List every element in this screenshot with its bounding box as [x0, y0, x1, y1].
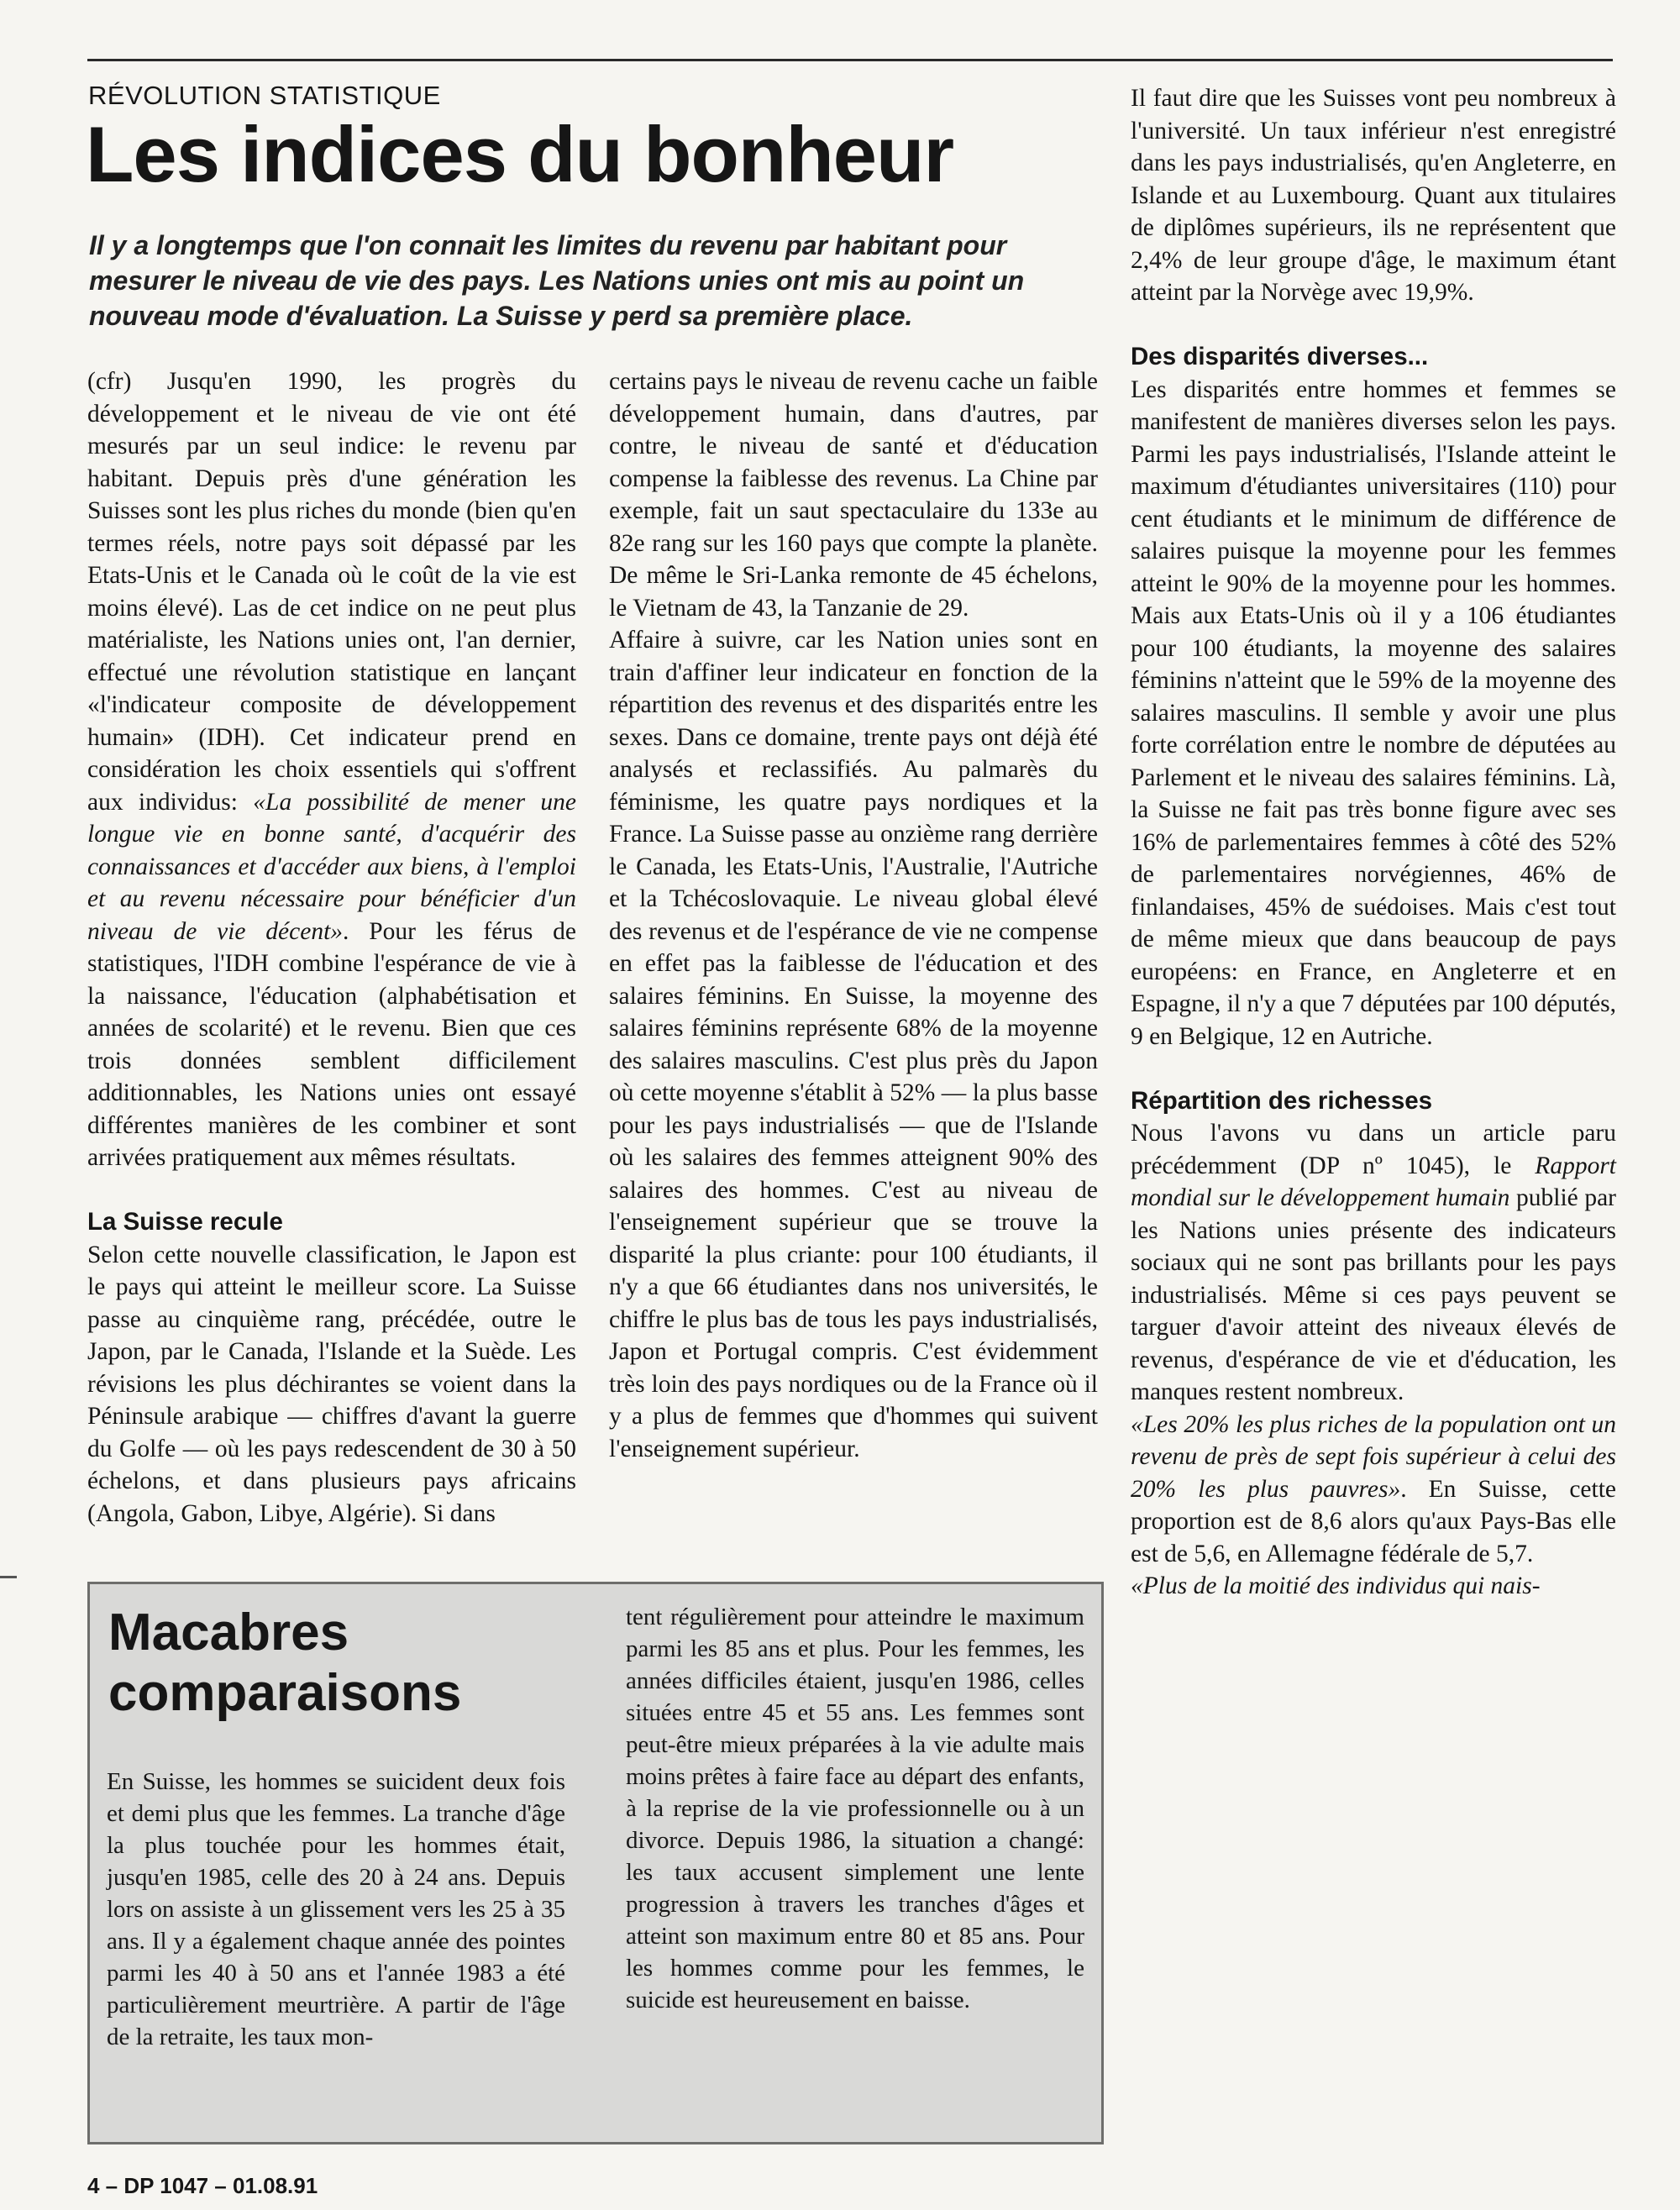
- article-title: Les indices du bonheur: [86, 110, 954, 198]
- article-column-2: [609, 365, 1098, 1465]
- paragraph-suisse-recule: Selon cette nouvelle classification, le Japon est le pays qui atteint le meilleur score. La Suisse passe au cinquième rang, précédée, outre le Japon, par le Canada, l'Islande et la Suède. Les révisions les plus déchirantes se voient dans la Péninsule arabique — chiffres d'avant la guerre du Golfe — où les pays redescendent de 30 à 50 échelons, et dans plusieurs pays africains (Angola, Gabon, Libye, Algérie). Si dans: [87, 1241, 576, 1527]
- paragraph-suisse-recule-continued: certains pays le niveau de revenu cache un faible développement humain, dans d'autres, par contre, le niveau de santé et d'éducation compense la faiblesse des revenus. La Chine par exemple, fait un saut spectaculaire du 133e au 82e rang sur les 160 pays que compte la planète. De même le Sri-Lanka remonte de 45 échelons, le Vietnam de 43, la Tanzanie de 29.: [609, 368, 1098, 622]
- article-column-1: [87, 365, 576, 1530]
- paragraph-disparites: Les disparités entre hommes et femmes se manifestent de manières diverses selon les pays. Parmi les pays industrialisés, l'Islande atteint le maximum d'étudiantes universitaires (110) pour cent étudiants et le minimum de différence de salaires puisque la moyenne pour les femmes atteint le 90% de la moyenne pour les hommes. Mais aux Etats-Unis où il y a 106 étudiantes pour 100 étudiants, la moyenne des salaires féminins n'atteint que le 59% de la moyenne des salaires masculins. Il semble y avoir une plus forte corrélation entre le nombre de députées au Parlement et le niveau des salaires féminins. Là, la Suisse ne fait pas très bonne figure avec ses 16% de parlementaires femmes à côté des 52% de parlementaires norvégiennes, 46% de finlandaises, 45% de suédoises. Mais c'est tout de même mieux que dans beaucoup de pays européens: en France, en Angleterre et en Espagne, il n'y a que 7 députées par 100 députés, 9 en Belgique, 12 en Autriche.: [1131, 375, 1616, 1050]
- subheading-disparites: Des disparités diverses...: [1131, 343, 1429, 370]
- paragraph-universite: Il faut dire que les Suisses vont peu nombreux à l'université. Un taux inférieur n'est enregistré dans les pays industrialisés, qu'en Angleterre, en Islande et au Luxembourg. Quant aux titulaires de diplômes supérieurs, ils ne représentent que 2,4% de leur groupe d'âge, le maximum étant atteint par la Norvège avec 19,9%.: [1131, 85, 1616, 306]
- sidebar-column-1: En Suisse, les hommes se suicident deux fois et demi plus que les femmes. La tranche d'âge la plus touchée pour les hommes était, jusqu'en 1985, celle des 20 à 24 ans. Depuis lors on assiste à un glissement vers les 25 à 35 ans. Il y a également chaque année des pointes parmi les 40 à 50 ans et l'année 1983 a été particulièrement meurtrière. A partir de l'âge de la retraite, les taux mon-: [107, 1768, 565, 2050]
- paragraph-20-percent: «Les 20% les plus riches de la population ont un revenu de près de sept fois supérieur à celui des 20% les plus pauvres». En Suisse, cette proportion est de 8,6 alors qu'aux Pays-Bas elle est de 5,6, en Allemagne fédérale de 5,7.: [1131, 1410, 1616, 1567]
- subheading-suisse-recule: La Suisse recule: [87, 1208, 283, 1236]
- article-column-3: [1131, 82, 1616, 1603]
- sidebar-column-2: tent régulièrement pour atteindre le maximum parmi les 85 ans et plus. Pour les femmes, les années difficiles étaient, jusqu'en 1986, celles situées entre 45 et 55 ans. Les femmes sont peut-être mieux préparées à la vie adulte mais moins prêtes à faire face au départ des enfants, à la reprise de la vie professionnelle ou à un divorce. Depuis 1986, la situation a changé: les taux accusent simplement une lente progression à travers les tranches d'âges et atteint son maximum entre 80 et 85 ans. Pour les hommes comme pour les femmes, le suicide est heureusement en baisse.: [626, 1604, 1084, 2013]
- top-rule: [87, 59, 1613, 61]
- margin-mark: [0, 1576, 17, 1578]
- page-footer: 4 – DP 1047 – 01.08.91: [87, 2173, 318, 2198]
- sidebar-title: Macabres comparaisons: [108, 1604, 462, 1722]
- article-lead: Il y a longtemps que l'on connait les limites du revenu par habitant pour mesurer le niveau de vie des pays. Les Nations unies ont mis au point un nouveau mode d'évaluation. La Suisse y perd sa première place.: [89, 230, 1025, 331]
- sidebar-box: [87, 1582, 1104, 2144]
- idh-quote: «La possibilité de mener une longue vie en bonne santé, d'acquérir des connaissances et d'accéder aux biens, à l'emploi et au revenu nécessaire pour bénéficier d'un niveau de vie décent»: [87, 788, 576, 945]
- paragraph-richesses: Nous l'avons vu dans un article paru précédemment (DP nº 1045), le Rapport mondial sur le développement humain publié par les Nations unies présente des indicateurs sociaux qui ne sont pas brillants pour les pays industrialisés. Même si ces pays peuvent se targuer d'avoir atteint des niveaux élevés de revenus, d'espérance de vie et d'éducation, les manques restent nombreux.: [1131, 1120, 1616, 1405]
- paragraph-affaire-a-suivre: Affaire à suivre, car les Nation unies sont en train d'affiner leur indicateur en fonction de la répartition des revenus et des disparités entre les sexes. Dans ce domaine, trente pays ont déjà été analysés et reclassifiés. Au palmarès du féminisme, les quatre pays nordiques et la France. La Suisse passe au onzième rang derrière le Canada, les Etats-Unis, l'Australie, l'Autriche et la Tchécoslovaquie. Le niveau global élevé des revenus et de l'espérance de vie ne compense en effet pas la faiblesse de l'éducation et des salaires féminins. En Suisse, la moyenne des salaires féminins représente 68% de la moyenne des salaires masculins. C'est plus près du Japon où cette moyenne s'établit à 52% — la plus basse pour les pays industrialisés — que de l'Islande où les salaires des femmes atteignent 90% des salaires des hommes. C'est au niveau de l'enseignement supérieur que se trouve la disparité la plus criante: pour 100 étudiants, il n'y a que 66 étudiantes dans nos universités, le chiffre le plus bas de tous les pays industrialisés, Japon et Portugal compris. C'est évidemment très loin des pays nordiques ou de la France où il y a plus de femmes que d'hommes qui suivent l'enseignement supérieur.: [609, 627, 1098, 1462]
- paragraph-continued: «Plus de la moitié des individus qui nais-: [1131, 1572, 1541, 1599]
- paragraph-intro: (cfr) Jusqu'en 1990, les progrès du développement et le niveau de vie ont été mesurés par un seul indice: le revenu par habitant. Depuis près d'une génération les Suisses sont les plus riches du monde (bien qu'en termes réels, notre pays soit dépassé par les Etats-Unis et le Canada où le coût de la vie est moins élevé). Las de cet indice on ne peut plus matérialiste, les Nations unies ont, l'an dernier, effectué une révolution statistique en lançant «l'indicateur composite de développement humain» (IDH). Cet indicateur prend en considération les choix essentiels qui s'offrent aux individus: «La possibilité de mener une longue vie en bonne santé, d'acquérir des connaissances et d'accéder aux biens, à l'emploi et au revenu nécessaire pour bénéficier d'un niveau de vie décent». Pour les férus de statistiques, l'IDH combine l'espérance de vie à la naissance, l'éducation (alphabétisation et années de scolarité) et le revenu. Bien que ces trois données semblent difficilement additionnables, les Nations unies ont essayé différentes manières de les combiner et sont arrivées pratiquement aux mêmes résultats.: [87, 368, 576, 1171]
- report-title: Rapport mondial sur le développement humain: [1131, 1152, 1616, 1211]
- section-kicker: RÉVOLUTION STATISTIQUE: [88, 81, 441, 110]
- subheading-richesses: Répartition des richesses: [1131, 1086, 1433, 1115]
